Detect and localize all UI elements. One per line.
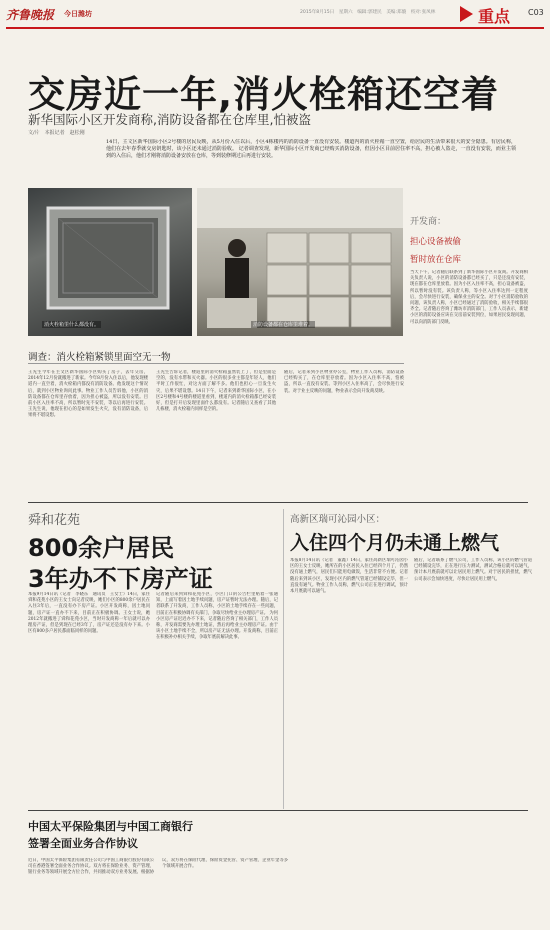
warehouse-boxes-image [197,188,403,336]
lead-body-col1: 王先生今年在主文区新华国际小区购买了房子，去年交房，2014年12月份就搬进了新家。今年8月份入住以后，他发现楼道内一直空着，消火栓箱内都没有消防设备。他发现这个情况后，就到小区物业询问此事。物业工作人员告诉他，小区的消防设备都在仓库里存放着，因为担心被盗，所以没有安装。目前小区入住率不高，所以暂时先不安装，等以后再进行安装。王先生说，他现在担心的是如果发生火灾，没有消防设备，后果将不堪设想。 [28,370,148,419]
page-number: C03 [528,8,544,17]
header-bar [0,0,550,28]
story4-headline-line1: 中国太平保险集团与中国工商银行 [28,820,193,833]
story2-headline-line2: 3年办不下房产证 [28,565,213,593]
story2-kicker: 舜和花苑 [28,513,81,528]
section-divider-1 [28,502,528,503]
story2-body-para3: 为何小区房产证迟迟办不下来，记者随后咨询了相关部门，工作人员称，开发商需要先办理土地证，然后再给业主办理房产证。由于该小区土地手续不全，所以房产证无法办理。开发商称，目前正在积极补办相关手续，争取年底前解决此事。 [156,610,278,641]
story3-body-col1: 本报8月14日讯（记者 董鑫）14日，家住高新区瑞可沁园小区的王女士反映，她所在的小区居民入住已经四个月了，仍然没有通上燃气，居民们只能用电做饭，生活非常不方便。记者随后来到该小区，发现小区内的燃气管道已经铺设完毕，但一直没有通气。物业工作人员称，燃气公司正在进行调试，预计本月底就可以通气。 [290,558,408,595]
section-label: 今日潍坊 [64,10,92,18]
story2-body-col2 [156,592,278,802]
story2-body-col1: 本报9月14日讯（记者 李晓东 通讯员 王女士）14日，家住舜和花苑小区的王女士向记者反映，她们小区的800余户居民在入住3年后，一直没有办下房产证。小区开发商称，因土地问题，房产证一直办不下来，目前正在积极协调。王女士说，她2012年就搬进了舜和花苑小区，当时开发商称一年后就可以办理房产证，但是到现在已经3年了，房产证还是没有办下来。小区有800多户居民都面临同样的问题。 [28,592,150,635]
story3-kicker: 高新区瑞可沁园小区： [290,514,386,525]
lead-body-col2: 王先生告诉记者，楼道里的消火栓箱虽然装上了，但是里面是空的，没有水带和灭火器。小区的很多业主都是年轻人，他们平时工作很忙，对这方面了解不多。他们也担心一旦发生火灾，后果不堪设想。14日下午，记者来到新华国际小区，在小区2号楼和4号楼的楼道里看到，楼道内的消火栓箱都已经安装好，但是打开后发现里面什么都没有。记者随后又查看了其他几栋楼，消火栓箱内同样是空的。 [156,370,276,413]
side-body: 当天下午，记者随后联系到了新华国际小区开发商。开发商相关负责人说，小区的消防设备都已经买了，只是还没有安装，现在都在仓库里放着。因为小区入住率不高，担心设备被盗，所以暂时没有装。该负责人称，等小区入住率达到一定程度后，会尽快进行安装，确保业主的安全。对于小区消防验收的问题，该负责人称，小区已经通过了消防验收，相关手续都很齐全。记者随后咨询了潍坊市消防部门，工作人员表示，新建小区的消防设备应该在交房前安装到位，如果居民发现问题，可以向消防部门反映。 [410,270,528,325]
fire-hydrant-box-image [28,188,192,336]
story4-body: 近日，中国太平保险集团有限责任公司与中国工商银行股份有限公司在香港签署全面业务合作协议。双方将在保险业务、资产管理、银行业务等领域开展全方位合作，共同推动双方业务发展。根据协议，双方将在保险代理、保险资金托管、资产管理、企业年金等多个领域开展合作。 [28,858,288,876]
side-heading-line2: 暂时放在仓库 [410,255,462,265]
column-divider [283,509,284,809]
masthead-logo: 齐鲁晚报 [6,8,55,22]
side-heading-line1: 担心设备被偷 [410,237,462,247]
section-tag-marker [460,6,473,22]
survey-subhead-text: 调查：消火栓箱紧锁里面空无一物 [28,352,171,363]
lead-intro-para1: 14日，主文区新华国际小区2号楼的居民反映，从5月份入住以后，小区4栋楼内的消防设备一直没有安装。楼道内的消火栓箱一直空置，给居民的生活带来很大的安全隐患。有居民称，他们在去年春季就交房钥匙时，该小区还未通过消防验收。 [106,139,516,153]
header-rule [6,27,544,29]
lead-photo-left [28,188,192,336]
lead-photo-right [197,188,403,336]
lead-body-col3: 随后，记者来到小区物业办公室，物业工作人员称，消防设备已经购买了，在仓库里存放着。因为小区入住率不高，怕被盗，所以一直没有安装。等到小区入住率高了，会尽快进行安装。对于业主反映的问题，物业表示会向开发商反映。 [284,370,404,394]
story2-headline-line1: 800余户居民 [28,534,175,562]
story2-body-para2: 记者随后来到舜和花苑小区，小区门口的公告栏里贴着一张通知，上面写着因土地手续问题，房产证暂时无法办理。随后，记者联系了开发商，工作人员称，小区的土地手续存在一些问题，目前正在积极协调有关部门，争取尽快给业主办理房产证。 [156,592,278,616]
story3-headline: 入住四个月仍未通上燃气 [290,532,500,554]
issue-meta: 2015年8月15日 星期六 编辑:郭建民 美编:郑璇 校对:张凤林 [300,10,436,15]
survey-rule [28,363,404,364]
lead-intro [106,139,516,181]
lead-headline: 交房近一年,消火栓箱还空着 [28,73,500,116]
story3-body-col2: 随后，记者联系了燃气公司，工作人员称，该小区的燃气管道已经铺设完毕，正在进行压力测试，测试合格后就可以通气，预计本月底前就可以让居民用上燃气。对于居民的担忧，燃气公司表示会加快进度，尽快让居民用上燃气。 [414,558,532,582]
lead-photo-left-caption: 消火栓箱里什么都没有。 [44,322,100,328]
lead-intro-para2: 记者调查发现，新华国际小区开发商已经购买消防设备，但因小区目前居住率不高，担心被人盗走，一直没有安装，而业主领到的入住后，他们才刚将消防设备安放在仓库，等到装修期过后再进行安装。 [106,146,516,160]
lead-subheadline: 新华国际小区开发商称,消防设备都在仓库里,怕被盗 [28,112,311,127]
lead-byline: 文/片 本报记者 赵松刚 [28,130,85,136]
side-heading-block [410,214,530,265]
side-heading-kicker: 开发商： [410,217,447,227]
story4-headline-line2: 签署全面业务合作协议 [28,837,138,850]
survey-subhead [28,349,171,363]
section-divider-2 [28,810,528,811]
section-tag: 重点 [478,7,511,26]
lead-photo-right-caption: 消防设备都在仓库里堆着。 [253,322,314,328]
